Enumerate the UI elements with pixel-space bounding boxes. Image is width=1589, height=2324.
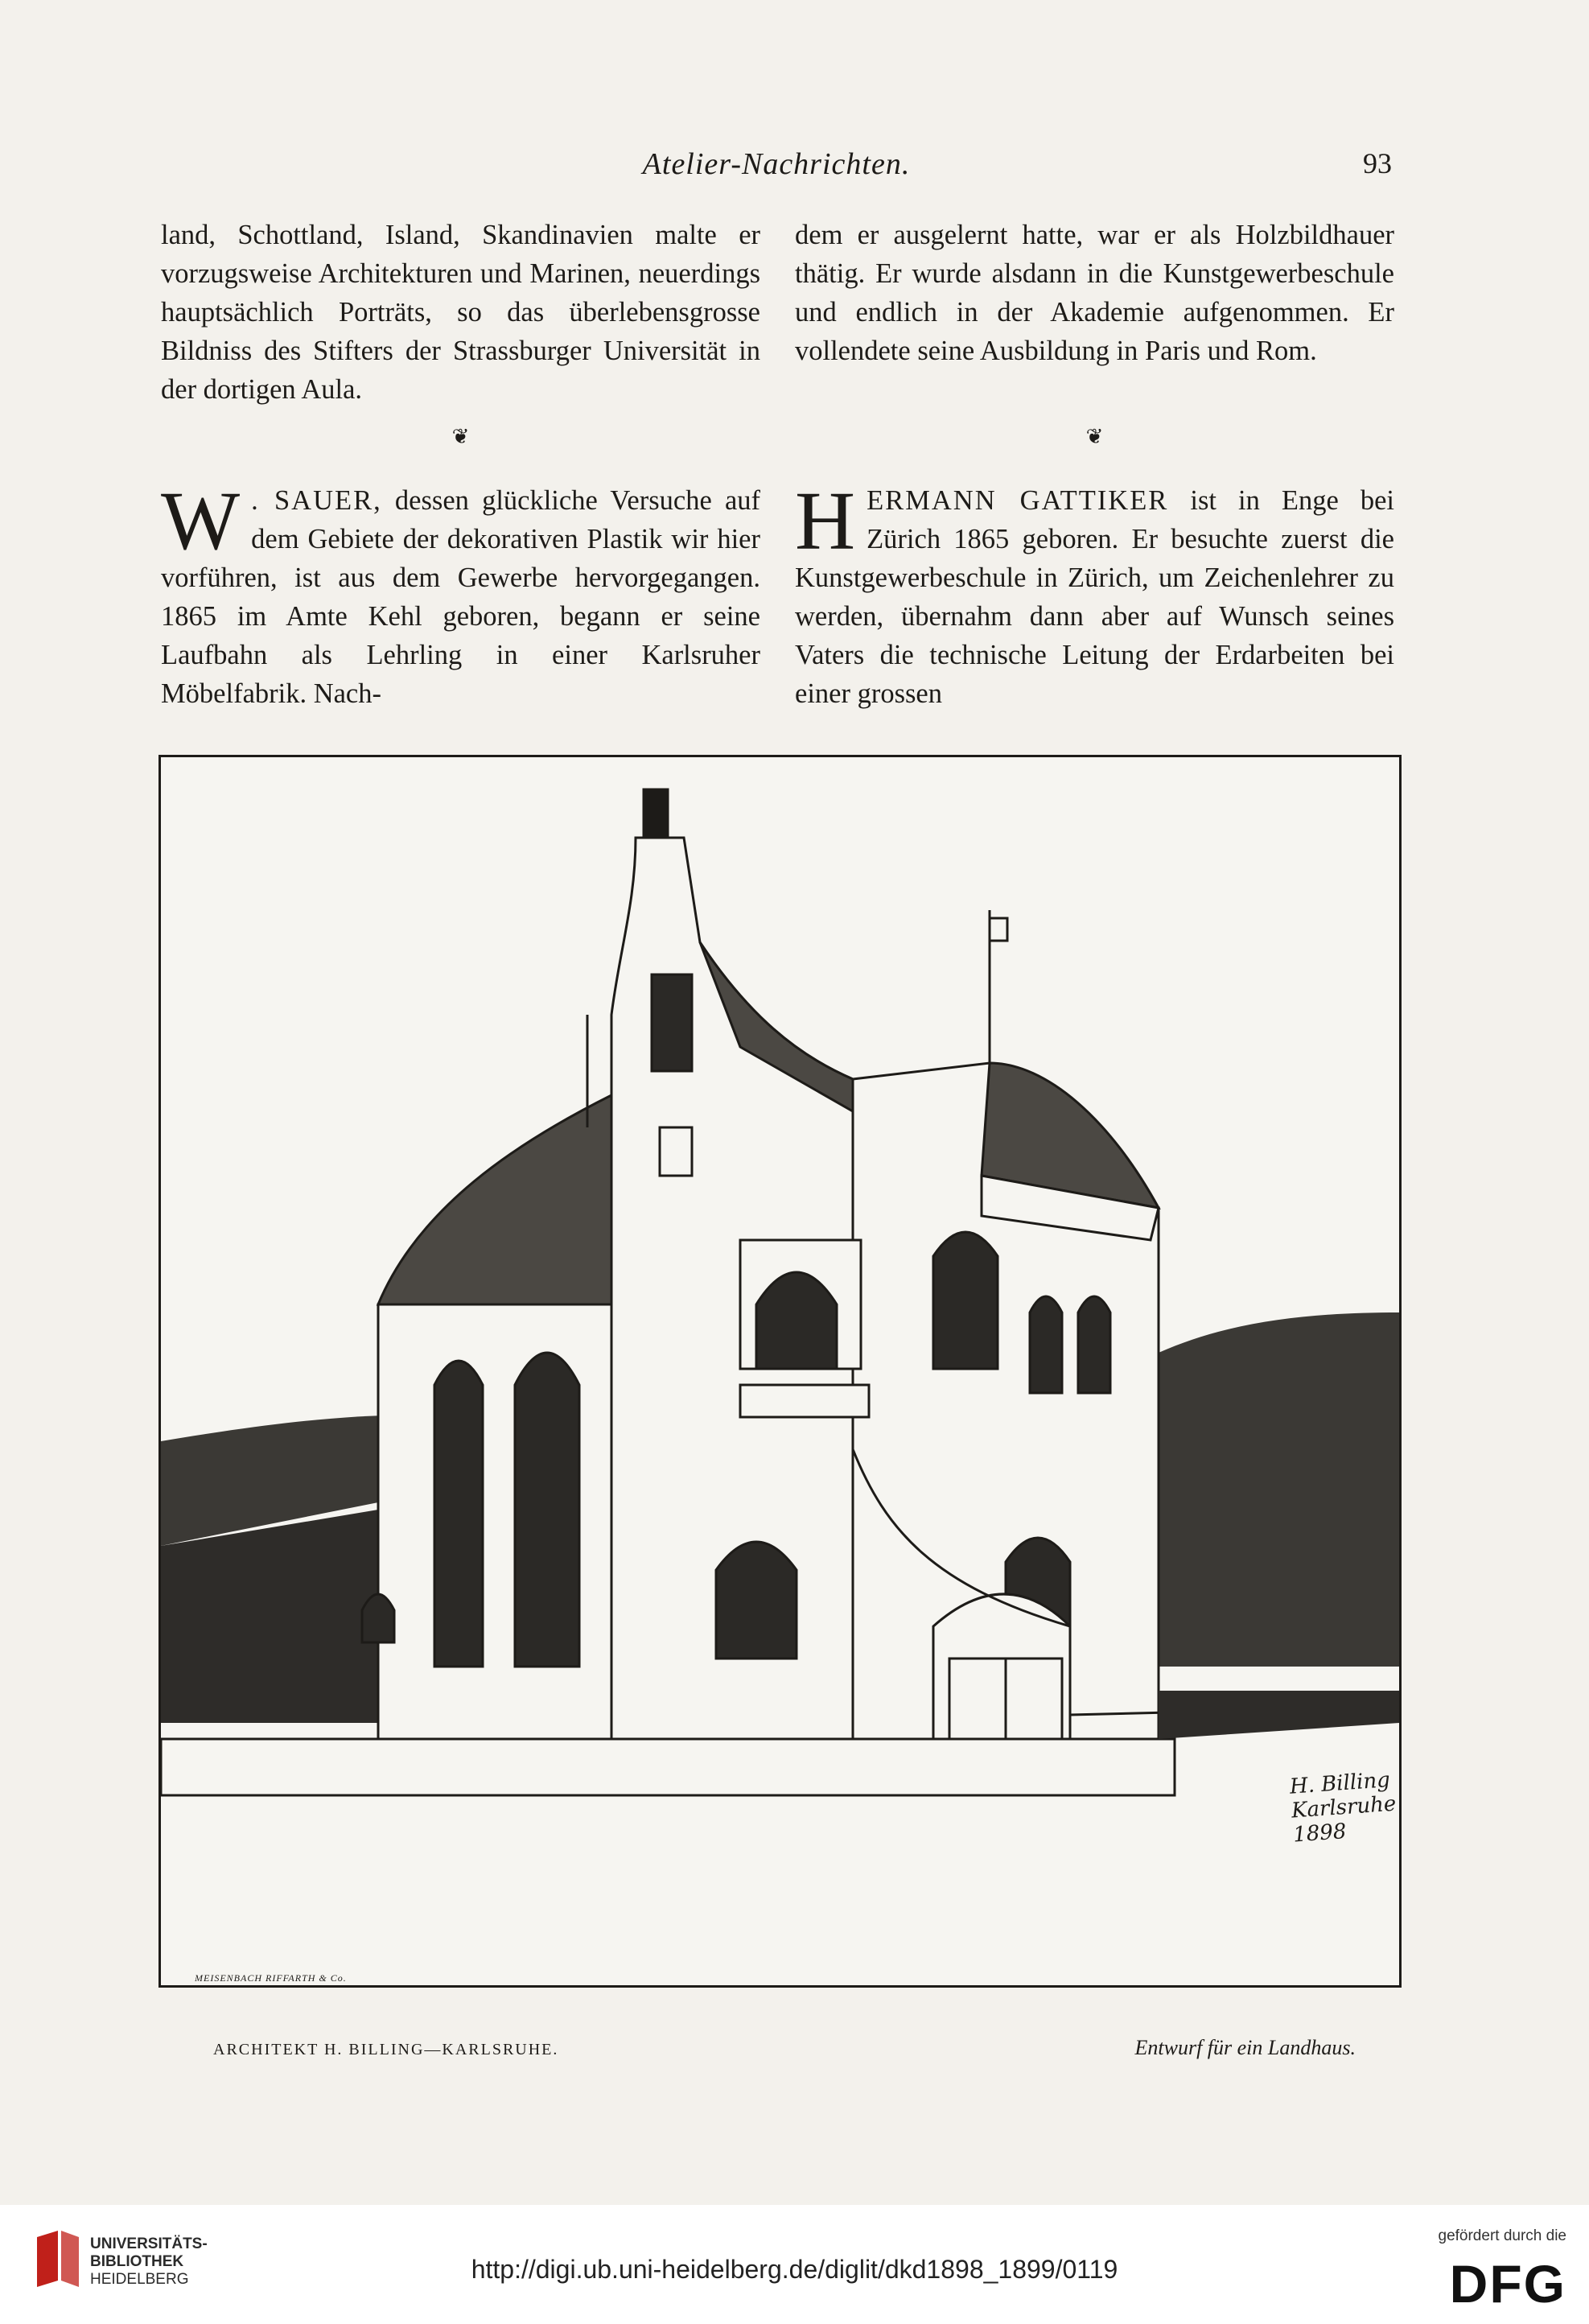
paragraph-text: dessen glückliche Versuche auf dem Gebiete der dekorativen Plastik wir hier vorführen, ist aus dem Gewerbe hervorgegangen. 1865 im Amte Kehl geboren, begann er seine Laufbahn als Lehrling in einer Karlsruher Möbelfabrik. Nach- <box>161 485 760 709</box>
drop-cap: W <box>161 475 241 567</box>
architectural-drawing <box>158 755 1402 1988</box>
library-line-2: BIBLIOTHEK <box>90 2253 184 2270</box>
right-column-paragraph-2 <box>795 475 1394 713</box>
paragraph-text: land, Schottland, Island, Skandinavien malte er vorzugsweise Architekturen und Marinen, neuerdings hauptsächlich Porträts, so das überlebensgrosse Bildniss des Stifters der Strassburger Universität in der dortigen Aula. <box>161 220 760 405</box>
page-number: 93 <box>1363 147 1392 179</box>
running-title: Atelier-Nachrichten. <box>642 147 911 181</box>
left-column-paragraph-2 <box>161 475 760 713</box>
permalink-url[interactable]: http://digi.ub.uni-heidelberg.de/diglit/dkd1898_1899/0119 <box>471 2255 1118 2284</box>
library-line-1: UNIVERSITÄTS- <box>90 2235 208 2252</box>
caption-architect: ARCHITEKT H. BILLING—KARLSRUHE. <box>213 2041 559 2058</box>
funding-note: gefördert durch die <box>1438 2227 1566 2244</box>
right-column-paragraph-1 <box>795 216 1394 370</box>
artist-signature: H. Billing Karlsruhe 1898 <box>1289 1768 1398 1848</box>
dfg-logo: DFG <box>1449 2254 1566 2314</box>
printer-mark: MEISENBACH RIFFARTH & Co. <box>195 1972 347 1984</box>
left-column-paragraph-1 <box>161 216 760 409</box>
library-line-3: HEIDELBERG <box>90 2271 189 2288</box>
paragraph-text: ist in Enge bei Zürich 1865 geboren. Er besuchte zuerst die Kunstgewerbeschule in Zürich, um Zeichenlehrer zu werden, übernahm dann aber auf Wunsch seines Vaters die technische Leitung der Erdarbeiten bei einer grossen <box>795 485 1394 709</box>
caption-title: Entwurf für ein Landhaus. <box>1134 2036 1356 2059</box>
name-smallcaps: . SAUER, <box>251 485 382 516</box>
running-head <box>161 146 1392 187</box>
ornament-left: ❦ <box>451 425 470 448</box>
drop-cap: H <box>795 475 856 567</box>
footer-bar <box>0 2205 1589 2324</box>
name-smallcaps: ERMANN GATTIKER <box>867 485 1169 516</box>
paragraph-text: dem er ausgelernt hatte, war er als Holzbildhauer thätig. Er wurde alsdann in die Kunstgewerbeschule und endlich in der Akademie aufgenommen. Er vollendete seine Ausbildung in Paris und Rom. <box>795 220 1394 366</box>
house-drawing-svg <box>161 757 1399 1985</box>
ornament-right: ❦ <box>1085 425 1104 448</box>
